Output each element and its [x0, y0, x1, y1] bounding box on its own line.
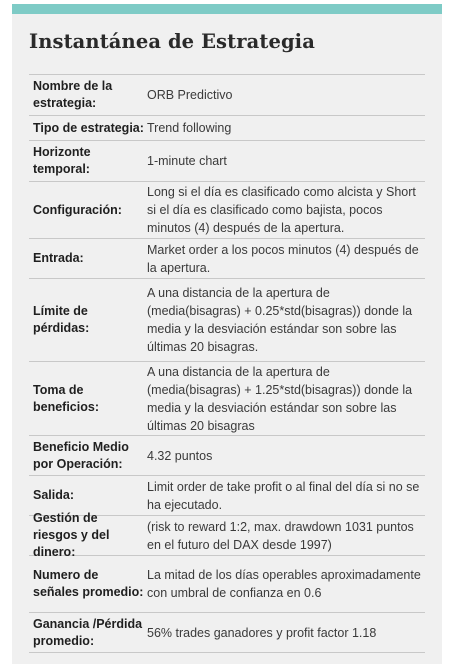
row-label: Entrada: — [33, 251, 84, 265]
row-label: Numero de señales promedio: — [33, 568, 144, 599]
row-value: La mitad de los días operables aproximadamente con umbral de confianza en 0.6 — [147, 568, 421, 600]
accent-bar — [12, 4, 442, 14]
row-limite-perdidas — [29, 279, 425, 362]
row-nombre — [29, 75, 425, 116]
row-label: Gestión de riesgos y del dinero: — [33, 511, 110, 559]
row-beneficio-medio — [29, 436, 425, 476]
row-value: A una distancia de la apertura de (media(bisagras) + 0.25*std(bisagras)) donde la media y la desviación estándar son sobre las últimas 20 bisagras. — [147, 286, 413, 354]
row-numero-senales — [29, 556, 425, 613]
row-value: ORB Predictivo — [147, 88, 233, 102]
row-value: 1-minute chart — [147, 154, 227, 168]
card-title: Instantánea de Estrategia — [29, 30, 315, 53]
row-horizonte — [29, 141, 425, 182]
row-label: Beneficio Medio por Operación: — [33, 439, 129, 471]
row-tipo — [29, 116, 425, 141]
row-label: Ganancia /Pérdida promedio: — [33, 616, 143, 648]
row-value: Market order a los pocos minutos (4) después de la apertura. — [147, 242, 419, 275]
row-value: Limit order de take profit o al final del día si no se ha ejecutado. — [147, 479, 420, 512]
row-value: Long si el día es clasificado como alcista y Short si el día es clasificado como bajista, pocos minutos (4) después de la apertura. — [147, 185, 416, 235]
row-value: Trend following — [147, 121, 232, 135]
strategy-table — [29, 74, 425, 653]
row-entrada — [29, 239, 425, 279]
row-label: Nombre de la estrategia: — [33, 79, 113, 110]
row-value: (risk to reward 1:2, max. drawdown 1031 puntos en el futuro del DAX desde 1997) — [147, 519, 414, 552]
row-gestion-riesgos — [29, 511, 425, 559]
row-value: A una distancia de la apertura de (media(bisagras) + 1.25*std(bisagras)) donde la media y la desviación estándar son sobre las últimas 20 bisagras — [147, 364, 413, 433]
row-toma-beneficios — [29, 362, 425, 436]
row-configuracion — [29, 182, 425, 239]
row-label: Configuración: — [33, 202, 122, 217]
row-label: Límite de pérdidas: — [33, 304, 90, 335]
row-value: 4.32 puntos — [147, 448, 213, 463]
strategy-snapshot-card — [12, 4, 442, 664]
row-label: Toma de beneficios: — [33, 382, 99, 414]
row-ganancia-perdida — [29, 613, 425, 653]
row-value: 56% trades ganadores y profit factor 1.18 — [147, 625, 377, 640]
row-label: Salida: — [33, 488, 74, 502]
row-label: Horizonte temporal: — [33, 145, 91, 176]
row-label: Tipo de estrategia: — [33, 120, 144, 135]
